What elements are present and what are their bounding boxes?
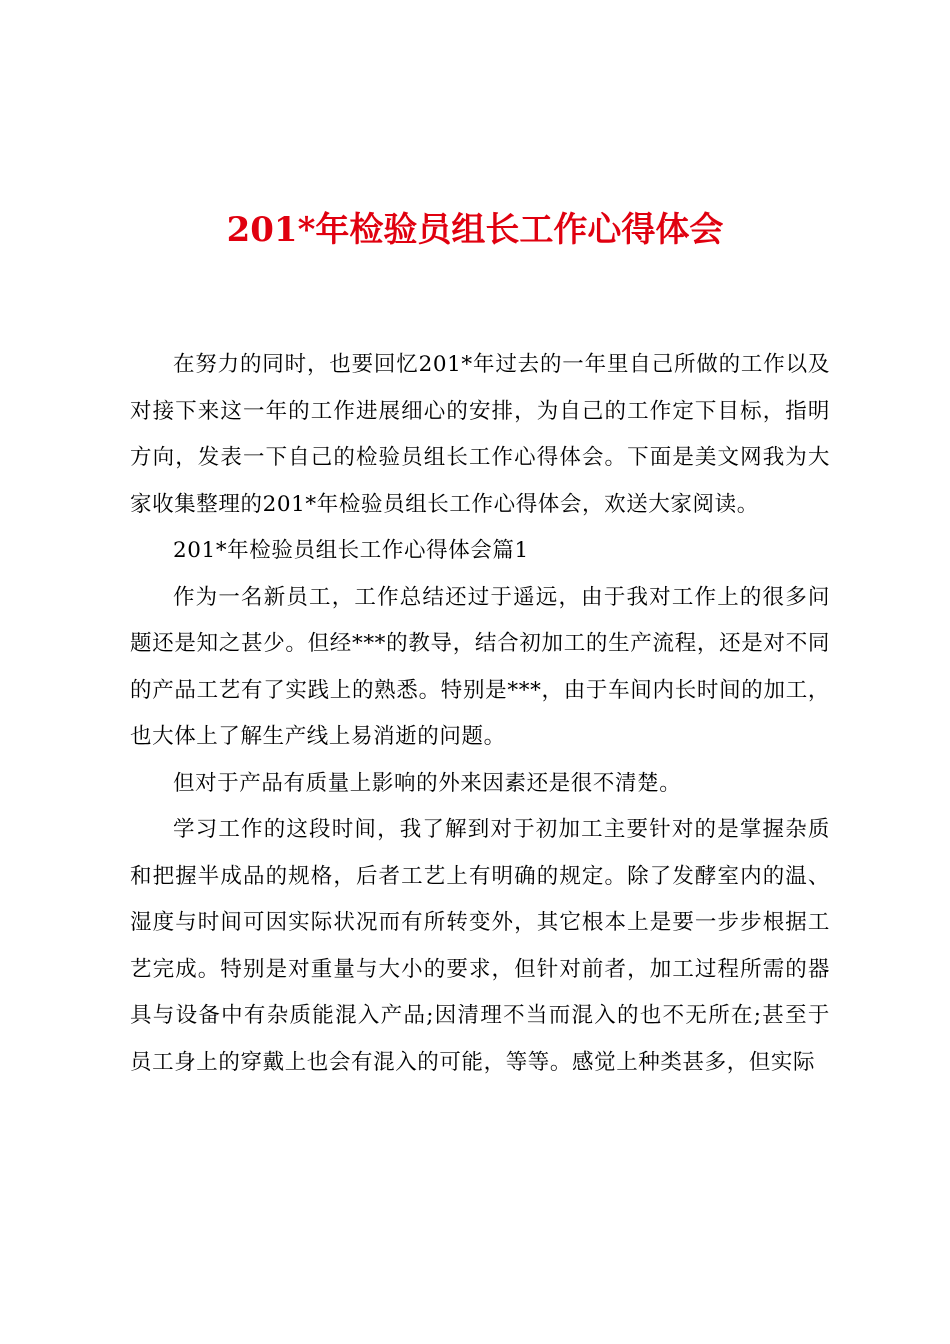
document-title: 201*年检验员组长工作心得体会 — [226, 210, 724, 250]
section-heading: 201*年检验员组长工作心得体会篇1 — [173, 538, 529, 563]
paragraph: 作为一名新员工，工作总结还过于遥远，由于我对工作上的很多问题还是知之甚少。但经***的教导，结合初加工的生产流程，还是对不同的产品工艺有了实践上的熟悉。特别是***，由于车间内长时间的加工，也大体上了解生产线上易消逝的问题。 — [130, 584, 830, 749]
paragraph: 学习工作的这段时间，我了解到对于初加工主要针对的是掌握杂质和把握半成品的规格，后者工艺上有明确的规定。除了发酵室内的温、湿度与时间可因实际状况而有所转变外，其它根本上是要一步步根据工艺完成。特别是对重量与大小的要求，但针对前者，加工过程所需的器具与设备中有杂质能混入产品;因清理不当而混入的也不无所在;甚至于员工身上的穿戴上也会有混入的可能，等等。感觉上种类甚多，但实际 — [130, 817, 830, 1075]
document-body — [130, 342, 830, 1086]
paragraph-intro: 在努力的同时，也要回忆201*年过去的一年里自己所做的工作以及对接下来这一年的工作进展细心的安排，为自己的工作定下目标，指明方向，发表一下自己的检验员组长工作心得体会。下面是美文网我为大家收集整理的201*年检验员组长工作心得体会，欢送大家阅读。 — [130, 352, 830, 517]
paragraph: 但对于产品有质量上影响的外来因素还是很不清楚。 — [173, 770, 682, 796]
